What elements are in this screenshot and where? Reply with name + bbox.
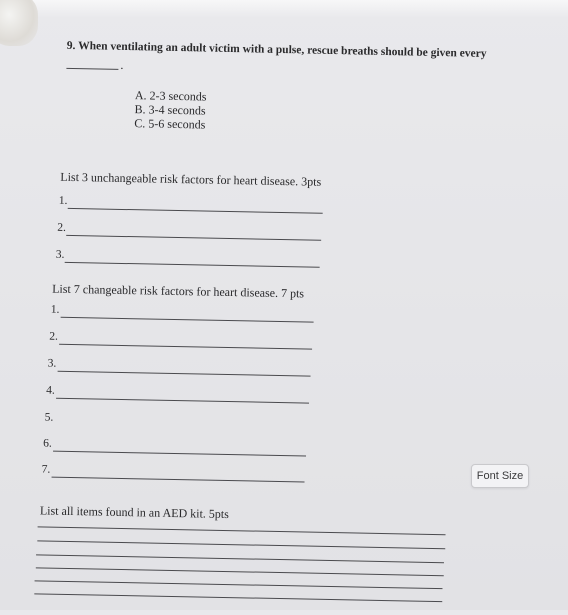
changeable-line-4 (56, 398, 309, 404)
changeable-num-7: 7. (41, 463, 51, 476)
changeable-num-4: 4. (46, 384, 55, 397)
changeable-num-2: 2. (49, 330, 58, 343)
unchangeable-num-3: 3. (55, 248, 65, 261)
question-9-blank (66, 68, 118, 70)
font-size-button[interactable]: Font Size (471, 464, 529, 488)
option-a: A. 2-3 seconds (134, 88, 207, 104)
unchangeable-prompt: List 3 unchangeable risk factors for heart disease. 3pts (60, 169, 322, 189)
aed-line-1 (38, 526, 446, 535)
changeable-line-1 (61, 317, 314, 323)
unchangeable-num-1: 1. (58, 194, 68, 207)
changeable-num-5: 5. (44, 411, 54, 424)
aed-line-5 (35, 580, 443, 589)
unchangeable-line-1 (68, 208, 323, 214)
question-9-text: 9. When ventilating an adult victim with a pulse, rescue breaths should be given every (66, 39, 487, 60)
aed-line-4 (36, 567, 444, 576)
changeable-line-2 (59, 344, 312, 350)
option-c: C. 5-6 seconds (134, 116, 206, 132)
changeable-num-1: 1. (50, 303, 60, 316)
changeable-line-3 (58, 371, 311, 377)
changeable-line-7 (52, 477, 305, 483)
aed-line-3 (36, 554, 444, 563)
option-b: B. 3-4 seconds (134, 102, 206, 118)
unchangeable-num-2: 2. (57, 221, 67, 234)
changeable-line-6 (53, 451, 306, 457)
changeable-prompt: List 7 changeable risk factors for heart disease. 7 pts (52, 281, 305, 301)
unchangeable-line-3 (65, 262, 320, 268)
changeable-num-3: 3. (47, 357, 57, 370)
changeable-num-6: 6. (43, 437, 52, 450)
aed-line-6 (34, 593, 442, 602)
unchangeable-line-2 (66, 235, 321, 241)
question-9-period: . (120, 57, 124, 72)
aed-prompt: List all items found in an AED kit. 5pts (39, 503, 230, 522)
aed-line-2 (37, 540, 445, 549)
